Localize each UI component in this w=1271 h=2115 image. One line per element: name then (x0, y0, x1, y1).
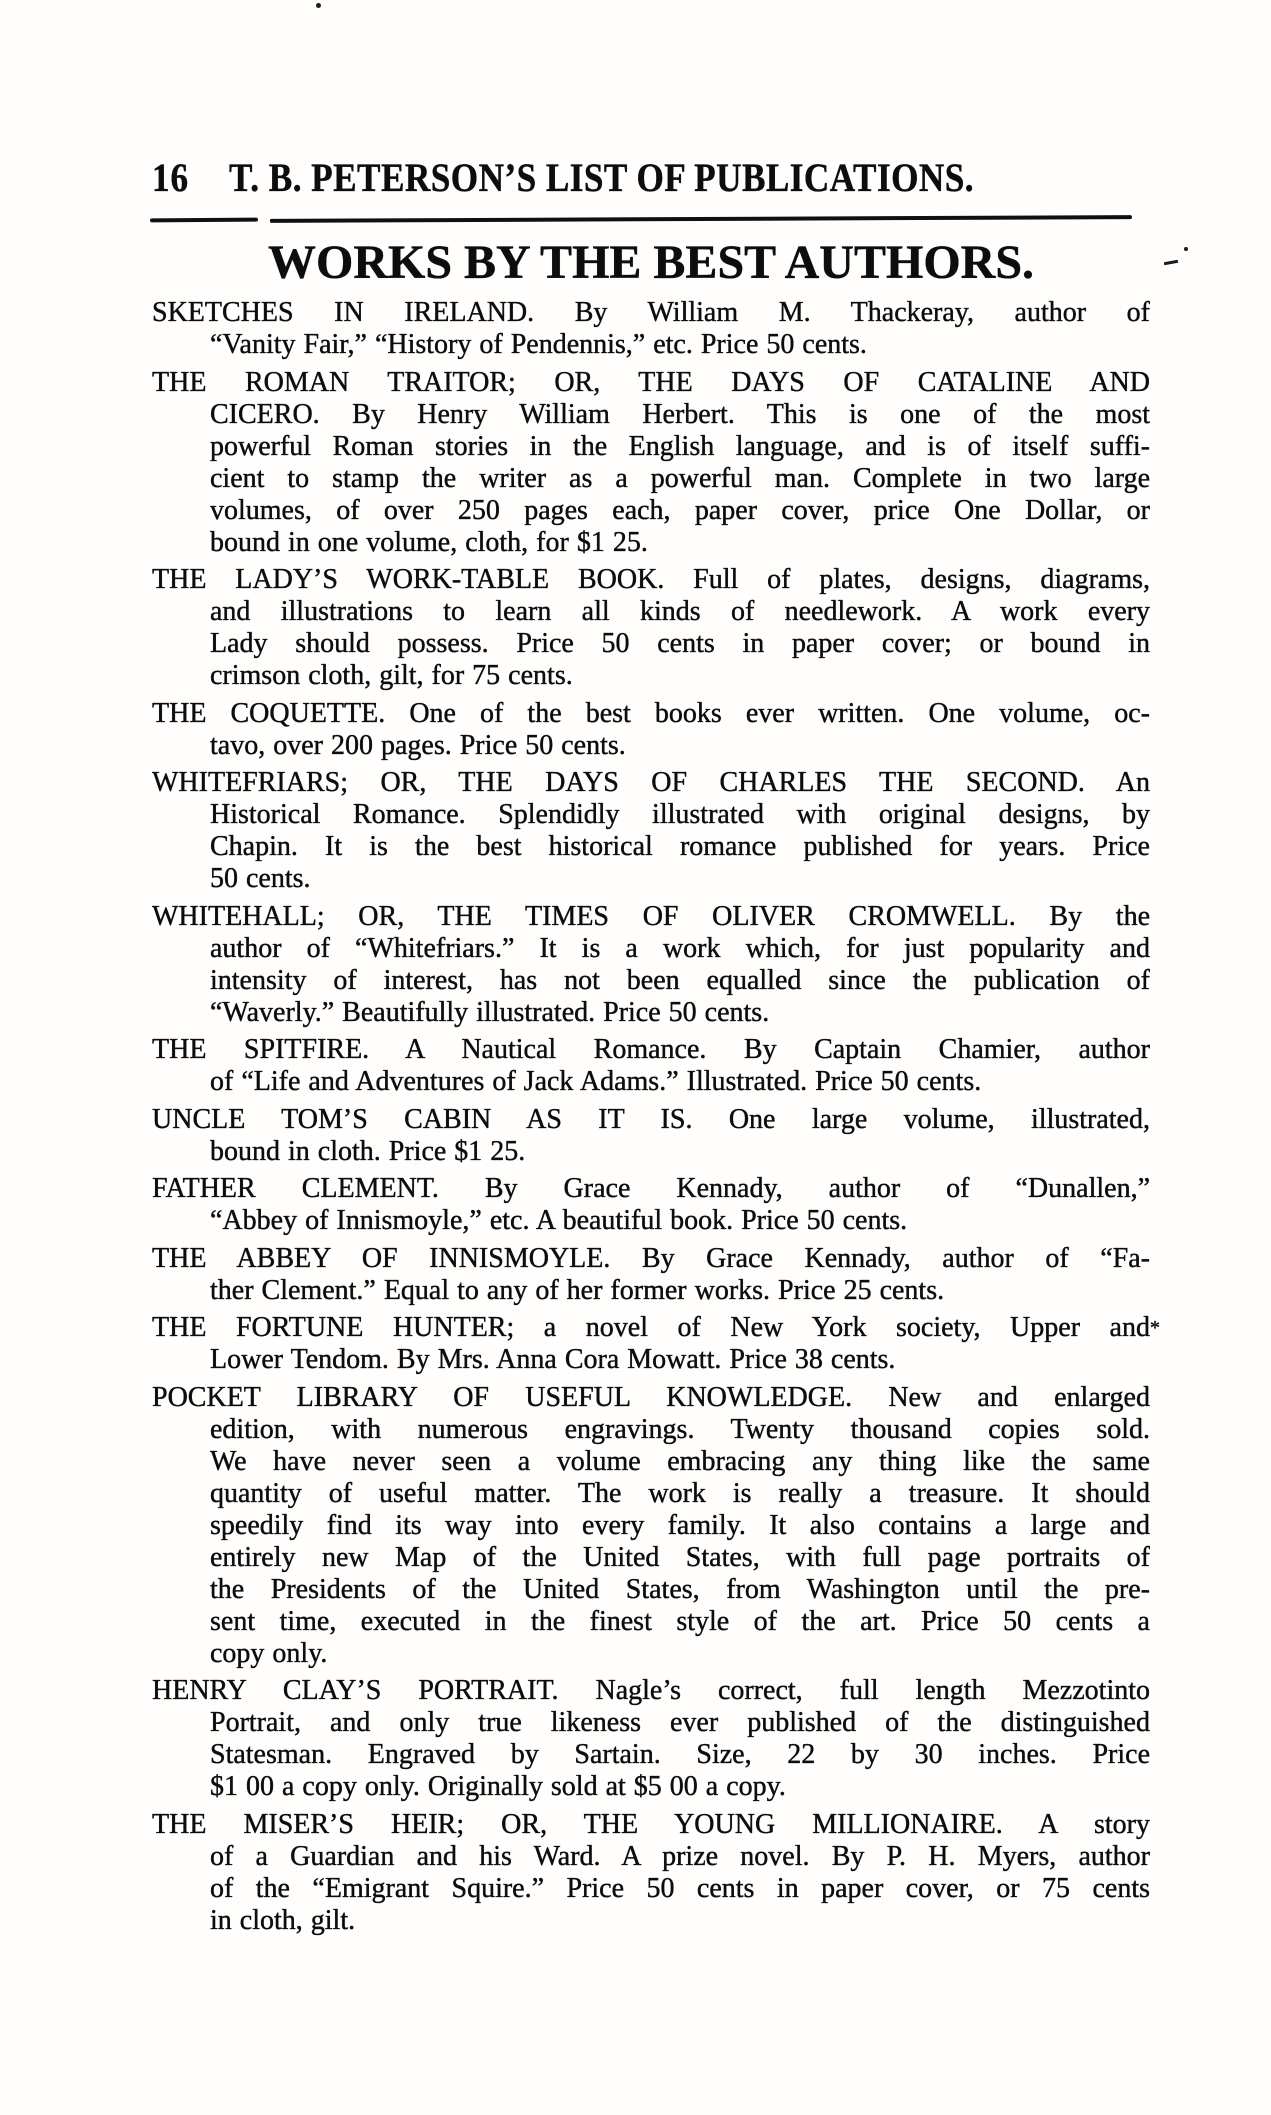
entry-line: THE COQUETTE. One of the best books ever written. One volume, oc- (152, 697, 1150, 729)
entry-line: quantity of useful matter. The work is really a treasure. It should (210, 1477, 1150, 1509)
catalog-entry (152, 1382, 1150, 1670)
entry-line: tavo, over 200 pages. Price 50 cents. (210, 729, 626, 761)
scan-mark-dot (1184, 247, 1188, 251)
header-rule (270, 215, 1132, 223)
entry-line: powerful Roman stories in the English language, and is of itself suffi- (210, 430, 1150, 462)
entry-line: sent time, executed in the finest style of the art. Price 50 cents a (210, 1605, 1150, 1637)
entry-line: Lower Tendom. By Mrs. Anna Cora Mowatt. Price 38 cents. (210, 1344, 896, 1375)
entry-line: intensity of interest, has not been equalled since the publication of (210, 964, 1150, 996)
entry-line: copy only. (210, 1637, 328, 1669)
entry-line: UNCLE TOM’S CABIN AS IT IS. One large volume, illustrated, (152, 1103, 1150, 1135)
entry-line: We have never seen a volume embracing any thing like the same (210, 1445, 1150, 1477)
page-number: 16 (152, 155, 189, 200)
entry-line: Portrait, and only true likeness ever published of the distinguished (210, 1707, 1150, 1738)
entry-line: ther Clement.” Equal to any of her former works. Price 25 cents. (210, 1274, 945, 1306)
catalog-entry (152, 1034, 1150, 1098)
entry-line: THE ROMAN TRAITOR; OR, THE DAYS OF CATALINE AND (152, 366, 1150, 398)
catalog-entry (152, 297, 1150, 361)
scan-mark-asterisk: * (1150, 1317, 1160, 1339)
catalog-entry (152, 1312, 1150, 1376)
entry-line: volumes, of over 250 pages each, paper cover, price One Dollar, or (210, 494, 1150, 526)
entry-line: SKETCHES IN IRELAND. By William M. Thackeray, author of (152, 297, 1150, 328)
entry-line: bound in cloth. Price $1 25. (210, 1135, 526, 1167)
catalog-entry (152, 1809, 1150, 1937)
entry-line: THE LADY’S WORK-TABLE BOOK. Full of plates, designs, diagrams, (152, 564, 1150, 595)
section-title: WORKS BY THE BEST AUTHORS. (267, 236, 1035, 289)
entry-line: Lady should possess. Price 50 cents in paper cover; or bound in (210, 628, 1150, 659)
entry-line: Historical Romance. Splendidly illustrated with original designs, by (210, 799, 1150, 830)
running-head-title: T. B. PETERSON’S LIST OF PUBLICATIONS. (229, 155, 975, 200)
scan-mark-dash (1164, 260, 1178, 265)
catalog-entry (152, 564, 1150, 692)
catalog-entry (152, 1243, 1150, 1307)
entry-line: THE FORTUNE HUNTER; a novel of New York society, Upper and (152, 1312, 1150, 1343)
entry-line: speedily find its way into every family. It also contains a large and (210, 1509, 1150, 1541)
entry-line: of “Life and Adventures of Jack Adams.” Illustrated. Price 50 cents. (210, 1066, 982, 1097)
entry-line: THE SPITFIRE. A Nautical Romance. By Captain Chamier, author (152, 1034, 1150, 1065)
entry-line: in cloth, gilt. (210, 1904, 356, 1936)
entry-line: the Presidents of the United States, from Washington until the pre- (210, 1573, 1150, 1605)
entry-line: author of “Whitefriars.” It is a work which, for just popularity and (210, 932, 1150, 964)
entry-line: THE MISER’S HEIR; OR, THE YOUNG MILLIONAIRE. A story (152, 1808, 1150, 1840)
scan-speck (316, 3, 321, 8)
entry-line: POCKET LIBRARY OF USEFUL KNOWLEDGE. New and enlarged (152, 1381, 1150, 1413)
catalog-entry (152, 367, 1150, 559)
entry-line: of the “Emigrant Squire.” Price 50 cents in paper cover, or 75 cents (210, 1872, 1150, 1904)
entry-line: and illustrations to learn all kinds of needlework. A work every (210, 596, 1150, 627)
entry-line: “Abbey of Innismoyle,” etc. A beautiful book. Price 50 cents. (210, 1205, 908, 1236)
entry-line: FATHER CLEMENT. By Grace Kennady, author of “Dunallen,” (152, 1173, 1150, 1204)
entry-line: 50 cents. (210, 863, 311, 894)
entry-line: entirely new Map of the United States, with full page portraits of (210, 1541, 1150, 1573)
catalog-entry (152, 767, 1150, 895)
catalog-entry (152, 1675, 1150, 1803)
entry-line: bound in one volume, cloth, for $1 25. (210, 526, 648, 558)
entry-line: CICERO. By Henry William Herbert. This is one of the most (210, 398, 1150, 430)
entry-line: WHITEHALL; OR, THE TIMES OF OLIVER CROMWELL. By the (152, 900, 1150, 932)
entry-line: crimson cloth, gilt, for 75 cents. (210, 660, 573, 691)
entry-line: WHITEFRIARS; OR, THE DAYS OF CHARLES THE SECOND. An (152, 767, 1150, 798)
entry-line: THE ABBEY OF INNISMOYLE. By Grace Kennady, author of “Fa- (152, 1242, 1150, 1274)
entry-line: HENRY CLAY’S PORTRAIT. Nagle’s correct, full length Mezzotinto (152, 1675, 1150, 1706)
entry-line: “Vanity Fair,” “History of Pendennis,” etc. Price 50 cents. (210, 329, 867, 360)
entries (152, 297, 1150, 1942)
entry-line: edition, with numerous engravings. Twenty thousand copies sold. (210, 1413, 1150, 1445)
entry-line: “Waverly.” Beautifully illustrated. Price 50 cents. (210, 996, 770, 1028)
entry-line: Chapin. It is the best historical romance published for years. Price (210, 831, 1150, 862)
entry-line: cient to stamp the writer as a powerful man. Complete in two large (210, 462, 1150, 494)
catalog-entry (152, 901, 1150, 1029)
entry-line: of a Guardian and his Ward. A prize novel. By P. H. Myers, author (210, 1840, 1150, 1872)
catalog-entry (152, 1104, 1150, 1168)
entry-line: Statesman. Engraved by Sartain. Size, 22 by 30 inches. Price (210, 1739, 1150, 1770)
header-rule-left-segment (150, 218, 258, 223)
entry-line: $1 00 a copy only. Originally sold at $5 00 a copy. (210, 1771, 786, 1802)
catalog-entry (152, 1173, 1150, 1237)
catalog-entry (152, 698, 1150, 762)
